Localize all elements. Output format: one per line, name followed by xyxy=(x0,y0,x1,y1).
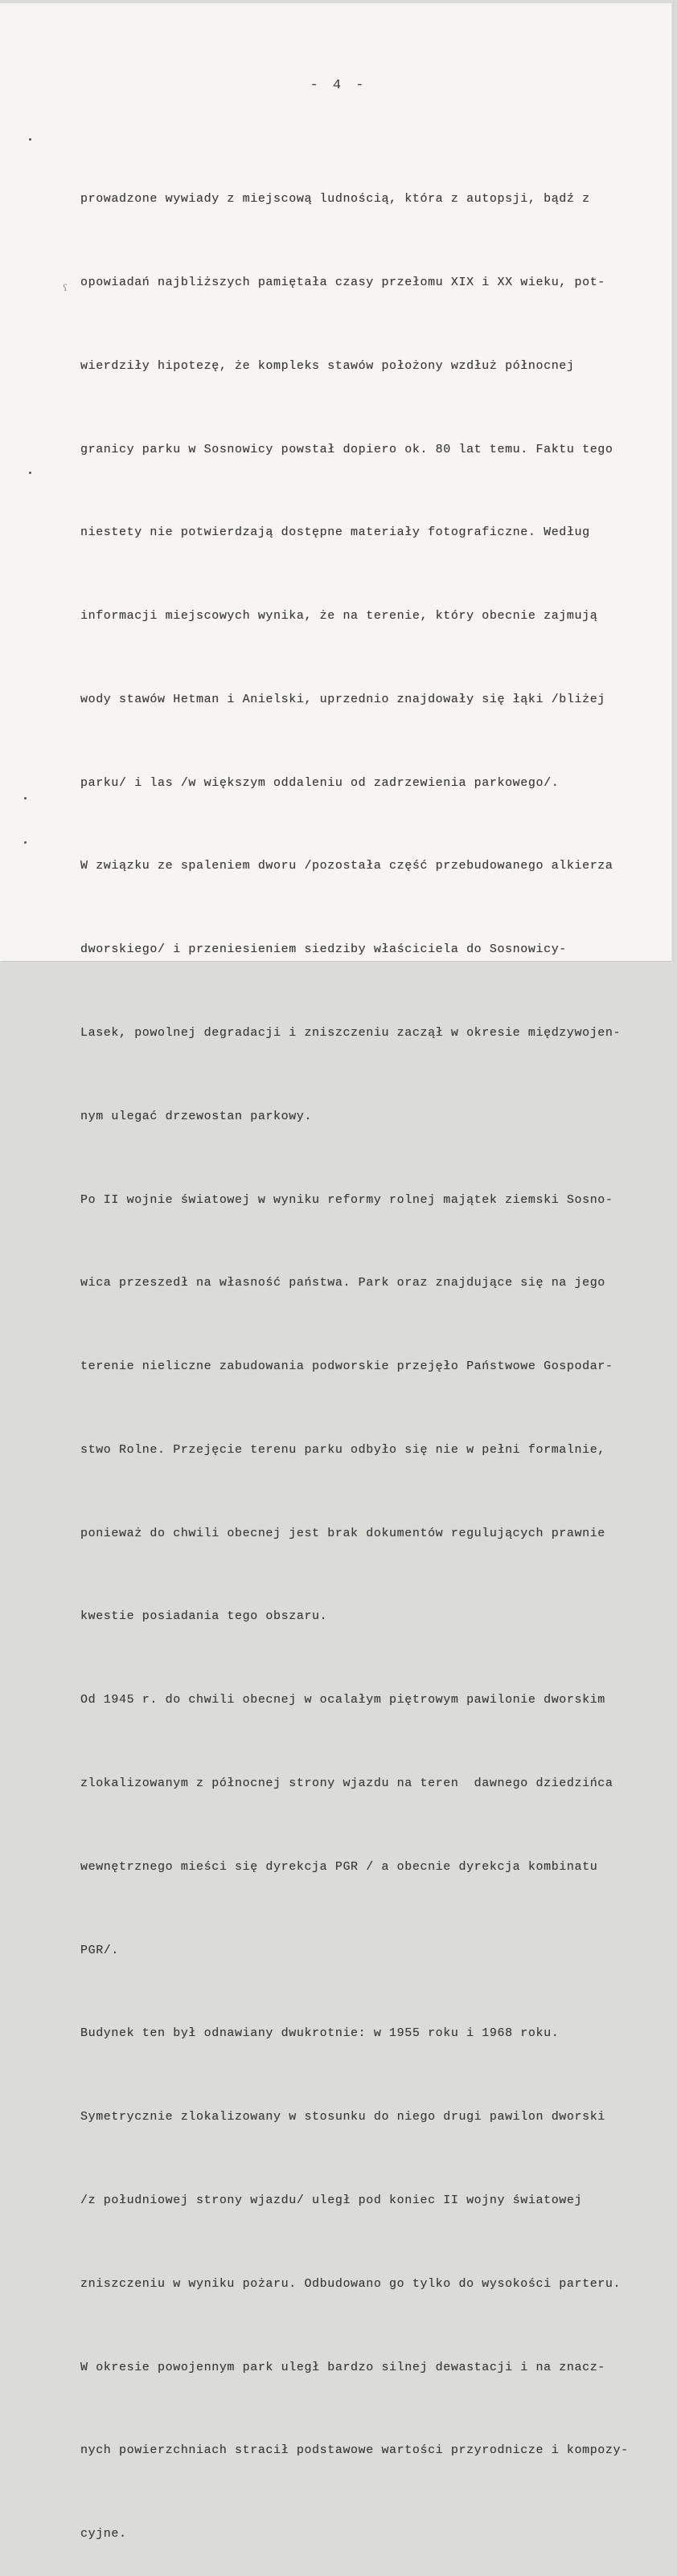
margin-dot xyxy=(29,472,31,474)
text-line: ponieważ do chwili obecnej jest brak dokumentów regulujących prawnie xyxy=(80,1526,605,1540)
pencil-mark: ʕ xyxy=(63,283,68,293)
text-line: PGR/. xyxy=(80,1943,120,1957)
text-line: prowadzone wywiady z miejscową ludnością, która z autopsji, bądź z xyxy=(80,192,590,206)
margin-dot xyxy=(29,138,31,141)
text-line: zniszczeniu w wyniku pożaru. Odbudowano go tylko do wysokości parteru. xyxy=(80,2276,622,2291)
text-line: nych powierzchniach stracił podstawowe wartości przyrodnicze i kompozy- xyxy=(80,2443,629,2458)
text-line: nym ulegać drzewostan parkowy. xyxy=(80,1109,313,1123)
text-line: wewnętrznego mieści się dyrekcja PGR / a obecnie dyrekcja kombinatu xyxy=(80,1859,598,1874)
text-line: W związku ze spaleniem dworu /pozostała część przebudowanego alkierza xyxy=(80,859,613,873)
margin-dot xyxy=(24,797,27,799)
text-line: opowiadań najbliższych pamiętała czasy przełomu XIX i XX wieku, pot- xyxy=(80,275,605,289)
text-line: wierdziły hipotezę, że kompleks stawów położony wzdłuż północnej xyxy=(80,358,575,373)
text-line: wica przeszedł na własność państwa. Park oraz znajdujące się na jego xyxy=(80,1276,605,1290)
page-number: - 4 - xyxy=(310,78,367,93)
text-line: Po II wojnie światowej w wyniku reformy rolnej majątek ziemski Sosno- xyxy=(80,1192,613,1207)
text-line: stwo Rolne. Przejęcie terenu parku odbyło się nie w pełni formalnie, xyxy=(80,1442,605,1457)
text-line: /z południowej strony wjazdu/ uległ pod koniec II wojny światowej xyxy=(80,2193,583,2207)
text-line: terenie nieliczne zabudowania podworskie przejęło Państwowe Gospodar- xyxy=(80,1360,613,1374)
text-line: Od 1945 r. do chwili obecnej w ocalałym piętrowym pawilonie dworskim xyxy=(80,1693,605,1707)
text-line: niestety nie potwierdzają dostępne materiały fotograficzne. Według xyxy=(80,525,590,540)
margin-dot xyxy=(24,841,27,844)
page-edge xyxy=(671,0,674,964)
text-line: kwestie posiadania tego obszaru. xyxy=(80,1609,328,1624)
typed-body-text xyxy=(80,130,667,2576)
text-line: W okresie powojennym park uległ bardzo silnej dewastacji i na znacz- xyxy=(80,2360,605,2374)
text-line: dworskiego/ i przeniesieniem siedziby właściciela do Sosnowicy- xyxy=(80,942,567,957)
text-line: Symetrycznie zlokalizowany w stosunku do niego drugi pawilon dworski xyxy=(80,2110,605,2124)
text-line: wody stawów Hetman i Anielski, uprzednio znajdowały się łąki /bliżej xyxy=(80,692,605,706)
text-line: informacji miejscowych wynika, że na terenie, który obecnie zajmują xyxy=(80,609,598,624)
text-line: Lasek, powolnej degradacji i zniszczeniu zaczął w okresie międzywojen- xyxy=(80,1026,622,1040)
text-line: granicy parku w Sosnowicy powstał dopiero ok. 80 lat temu. Faktu tego xyxy=(80,442,613,456)
text-line: zlokalizowanym z północnej strony wjazdu na teren dawnego dziedzińca xyxy=(80,1777,613,1791)
text-line: Budynek ten był odnawiany dwukrotnie: w 1955 roku i 1968 roku. xyxy=(80,2026,560,2041)
text-line: cyjne. xyxy=(80,2527,127,2541)
text-line: parku/ i las /w większym oddaleniu od zadrzewienia parkowego/. xyxy=(80,775,560,790)
